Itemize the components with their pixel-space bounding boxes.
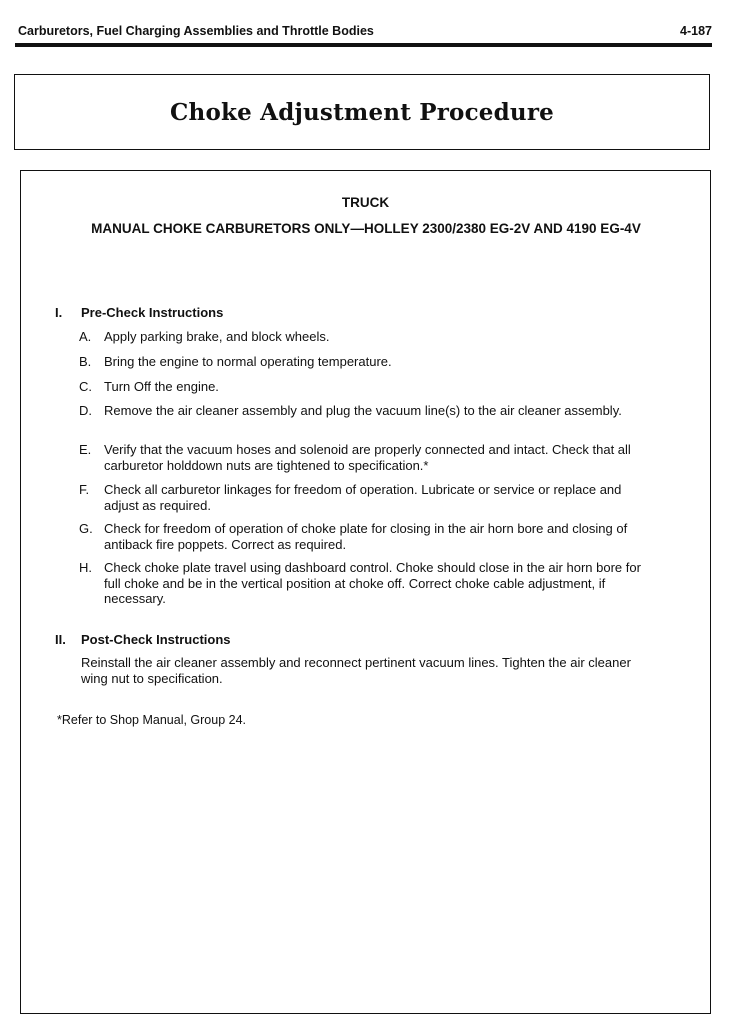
item-text: Check for freedom of operation of choke plate for closing in the air horn bore and closing of antiback fire poppets. Correct as required.: [104, 521, 628, 552]
item-text: Bring the engine to normal operating temperature.: [104, 354, 392, 369]
item-letter: C.: [79, 379, 92, 394]
section-number: I.: [55, 305, 63, 320]
list-item: [79, 482, 649, 513]
post-check-paragraph: Reinstall the air cleaner assembly and reconnect pertinent vacuum lines. Tighten the air cleaner wing nut to specification.: [81, 655, 631, 686]
item-letter: E.: [79, 442, 92, 457]
item-text: Check all carburetor linkages for freedom of operation. Lubricate or service or replace and adjust as required.: [104, 482, 622, 513]
item-text: Check choke plate travel using dashboard control. Choke should close in the air horn bore for full choke and be in the vertical position at choke off. Correct choke cable adjustment, if necessary.: [104, 560, 641, 606]
list-item: [79, 379, 649, 395]
item-text: Remove the air cleaner assembly and plug the vacuum line(s) to the air cleaner assembly.: [104, 403, 622, 418]
carburetor-heading: MANUAL CHOKE CARBURETORS ONLY—HOLLEY 2300/2380 EG-2V AND 4190 EG-4V: [91, 221, 641, 236]
page-number: 4-187: [680, 24, 712, 38]
section-number: II.: [55, 632, 66, 647]
list-item: [79, 403, 649, 419]
section-post-check-title: [55, 632, 231, 647]
item-text: Turn Off the engine.: [104, 379, 219, 394]
list-item: [79, 521, 649, 552]
title-box: [14, 74, 710, 150]
item-letter: A.: [79, 329, 92, 344]
section-header-title: Carburetors, Fuel Charging Assemblies and Throttle Bodies: [18, 24, 374, 38]
list-item: [79, 329, 649, 345]
procedure-box: [20, 170, 711, 1014]
vehicle-heading: TRUCK: [341, 195, 390, 210]
list-item: [79, 442, 649, 473]
item-letter: D.: [79, 403, 92, 418]
list-item: [79, 560, 649, 607]
page-title: Choke Adjustment Procedure: [170, 98, 554, 126]
list-item: [79, 354, 649, 370]
section-title-text: Post-Check Instructions: [81, 632, 231, 647]
item-text: Verify that the vacuum hoses and solenoid are properly connected and intact. Check that all carburetor holddown nuts are tightened to specification.*: [104, 442, 631, 473]
section-pre-check-title: [55, 305, 223, 320]
item-letter: F.: [79, 482, 90, 497]
item-letter: B.: [79, 354, 92, 369]
section-title-text: Pre-Check Instructions: [81, 305, 224, 320]
footnote: *Refer to Shop Manual, Group 24.: [57, 713, 247, 727]
running-header: [18, 24, 712, 38]
header-rule: [15, 43, 712, 47]
item-letter: G.: [79, 521, 93, 536]
item-letter: H.: [79, 560, 92, 575]
item-text: Apply parking brake, and block wheels.: [104, 329, 330, 344]
